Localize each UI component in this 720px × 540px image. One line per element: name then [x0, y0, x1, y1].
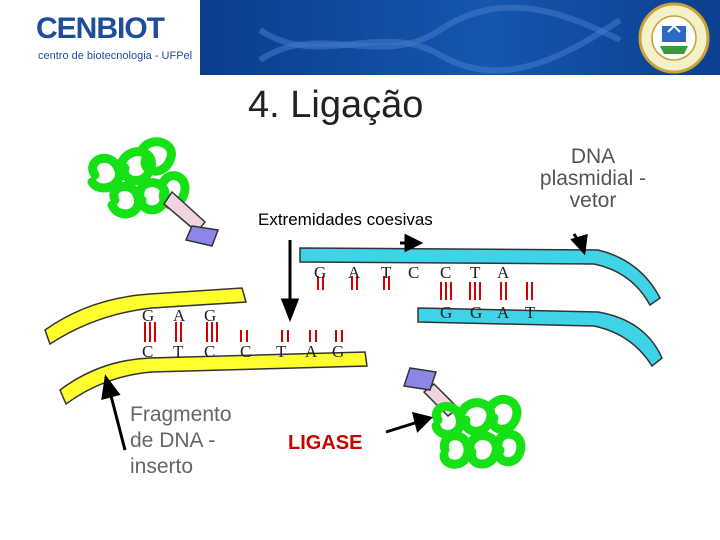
ligase-enzyme-shape	[436, 399, 521, 464]
vector-bottom-base: G	[440, 303, 453, 322]
enzyme-head	[186, 226, 218, 246]
label-dna-plasmidial-vetor	[518, 146, 668, 212]
insert-base-pair-ticks	[145, 322, 342, 342]
insert-bottom-base: C	[240, 342, 252, 361]
logo-subtitle: centro de biotecnologia - UFPel	[38, 50, 193, 62]
vector-top-base: T	[470, 263, 481, 282]
vector-top-base: T	[381, 263, 392, 282]
vector-top-base: C	[408, 263, 420, 282]
label-inserto-line1: Fragmento	[130, 403, 232, 426]
logo-text: CENBIOT	[36, 12, 164, 45]
label-vetor-line1: DNA	[570, 145, 616, 168]
insert-top-base: G	[142, 306, 155, 325]
vector-strand-bottom	[418, 308, 662, 366]
insert-top-base: A	[173, 306, 186, 325]
slide-title: 4. Ligação	[248, 84, 424, 126]
label-extremidades-coesivas: Extremidades coesivas	[258, 210, 433, 229]
ligase-head	[404, 368, 436, 390]
vector-top-base: A	[348, 263, 361, 282]
vector-top-base: G	[314, 263, 327, 282]
insert-bottom-base: A	[305, 342, 318, 361]
label-vetor-line2: plasmidial -	[539, 167, 647, 190]
vector-bottom-base: G	[470, 303, 483, 322]
insert-bottom-base: C	[142, 342, 154, 361]
vector-bottom-base: T	[525, 303, 536, 322]
insert-bottom-base: C	[204, 342, 216, 361]
label-vetor-line3: vetor	[569, 189, 617, 212]
insert-bottom-base: G	[332, 342, 345, 361]
vector-top-base: A	[497, 263, 510, 282]
label-ligase: LIGASE	[288, 432, 363, 454]
insert-bottom-base: T	[276, 342, 287, 361]
inserto-arrow	[110, 392, 125, 450]
vector-bottom-base: A	[497, 303, 510, 322]
insert-top-base: G	[204, 306, 217, 325]
vector-top-base: C	[440, 263, 452, 282]
label-inserto-line2: de DNA -	[130, 429, 216, 452]
label-inserto-line3: inserto	[130, 455, 194, 478]
ligase-arrow	[386, 422, 418, 432]
insert-bottom-base: T	[173, 342, 184, 361]
label-fragmento-inserto	[130, 402, 232, 480]
